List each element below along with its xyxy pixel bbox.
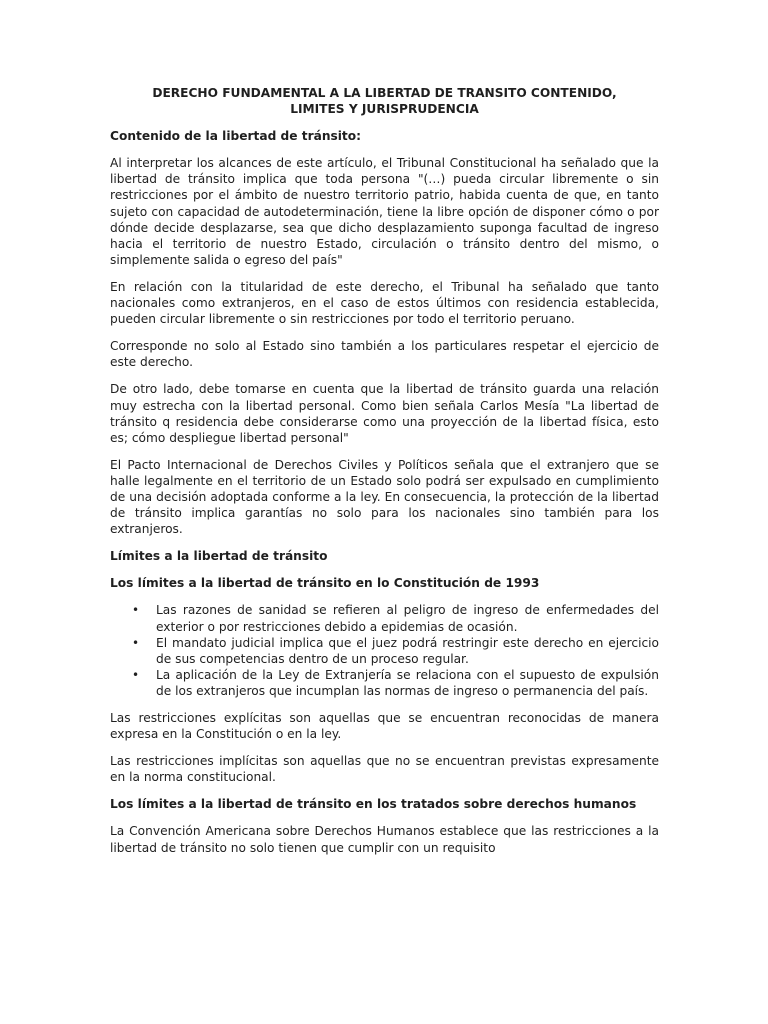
heading-limites: Límites a la libertad de tránsito bbox=[110, 549, 328, 564]
list-item bbox=[110, 635, 659, 667]
heading-contenido: Contenido de la libertad de tránsito: bbox=[110, 129, 362, 144]
bullet-icon: • bbox=[132, 667, 140, 682]
paragraph-restricciones-explicitas: Las restricciones explícitas son aquellas que se encuentran reconocidas de manera expresa en la Constitución o en la ley. bbox=[110, 711, 659, 742]
heading-constitucion: Los límites a la libertad de tránsito en lo Constitución de 1993 bbox=[110, 576, 540, 591]
list-item-text: La aplicación de la Ley de Extranjería se relaciona con el supuesto de expulsión de los extranjeros que incumplan las normas de ingreso o permanencia del país. bbox=[156, 667, 659, 698]
document-title bbox=[110, 85, 659, 117]
bullet-icon: • bbox=[132, 603, 140, 618]
title-line-2: LIMITES Y JURISPRUDENCIA bbox=[290, 102, 479, 117]
list-item-text: Las razones de sanidad se refieren al peligro de ingreso de enfermedades del exterior o por restricciones debido a epidemias de ocasión. bbox=[156, 603, 659, 634]
paragraph-interpretacion: Al interpretar los alcances de este artículo, el Tribunal Constitucional ha señalado que la libertad de tránsito implica que toda persona "(…) pueda circular libremente o sin restricciones por el ámbito de nuestro territorio patrio, habida cuenta de que, en tanto sujeto con capacidad de autodeterminación, tiene la libre opción de disponer cómo o por dónde decide desplazarse, sea que dicho desplazamiento suponga facultad de ingreso hacia el territorio de nuestro Estado, circulación o tránsito dentro del mismo, o simplemente salida o egreso del país" bbox=[110, 156, 659, 267]
paragraph-pacto-internacional: El Pacto Internacional de Derechos Civiles y Políticos señala que el extranjero que se halle legalmente en el territorio de un Estado solo podrá ser expulsado en cumplimiento de una decisión adoptada conforme a la ley. En consecuencia, la protección de la libertad de tránsito implica garantías no solo para los nacionales sino también para los extranjeros. bbox=[110, 457, 659, 537]
heading-tratados: Los límites a la libertad de tránsito en los tratados sobre derechos humanos bbox=[110, 797, 637, 812]
paragraph-respeto: Corresponde no solo al Estado sino también a los particulares respetar el ejercicio de este derecho. bbox=[110, 339, 659, 370]
title-line-1: DERECHO FUNDAMENTAL A LA LIBERTAD DE TRANSITO CONTENIDO, bbox=[152, 86, 617, 100]
paragraph-libertad-personal: De otro lado, debe tomarse en cuenta que la libertad de tránsito guarda una relación muy estrecha con la libertad personal. Como bien señala Carlos Mesía "La libertad de tránsito q residencia debe considerarse como una proyección de la libertad física, esto es; cómo despliegue libertad personal" bbox=[110, 382, 659, 445]
list-item bbox=[110, 667, 659, 699]
bullet-icon: • bbox=[132, 635, 140, 650]
bullet-list bbox=[110, 602, 659, 699]
paragraph-convencion: La Convención Americana sobre Derechos Humanos establece que las restricciones a la libertad de tránsito no solo tienen que cumplir con un requisito bbox=[110, 824, 659, 855]
paragraph-titularidad: En relación con la titularidad de este derecho, el Tribunal ha señalado que tanto nacionales como extranjeros, en el caso de estos últimos con residencia establecida, pueden circular libremente o sin restricciones por todo el territorio peruano. bbox=[110, 279, 659, 327]
list-item-text: El mandato judicial implica que el juez podrá restringir este derecho en ejercicio de sus competencias dentro de un proceso regular. bbox=[156, 635, 659, 666]
list-item bbox=[110, 602, 659, 634]
paragraph-restricciones-implicitas: Las restricciones implícitas son aquellas que no se encuentran previstas expresamente en la norma constitucional. bbox=[110, 754, 659, 785]
